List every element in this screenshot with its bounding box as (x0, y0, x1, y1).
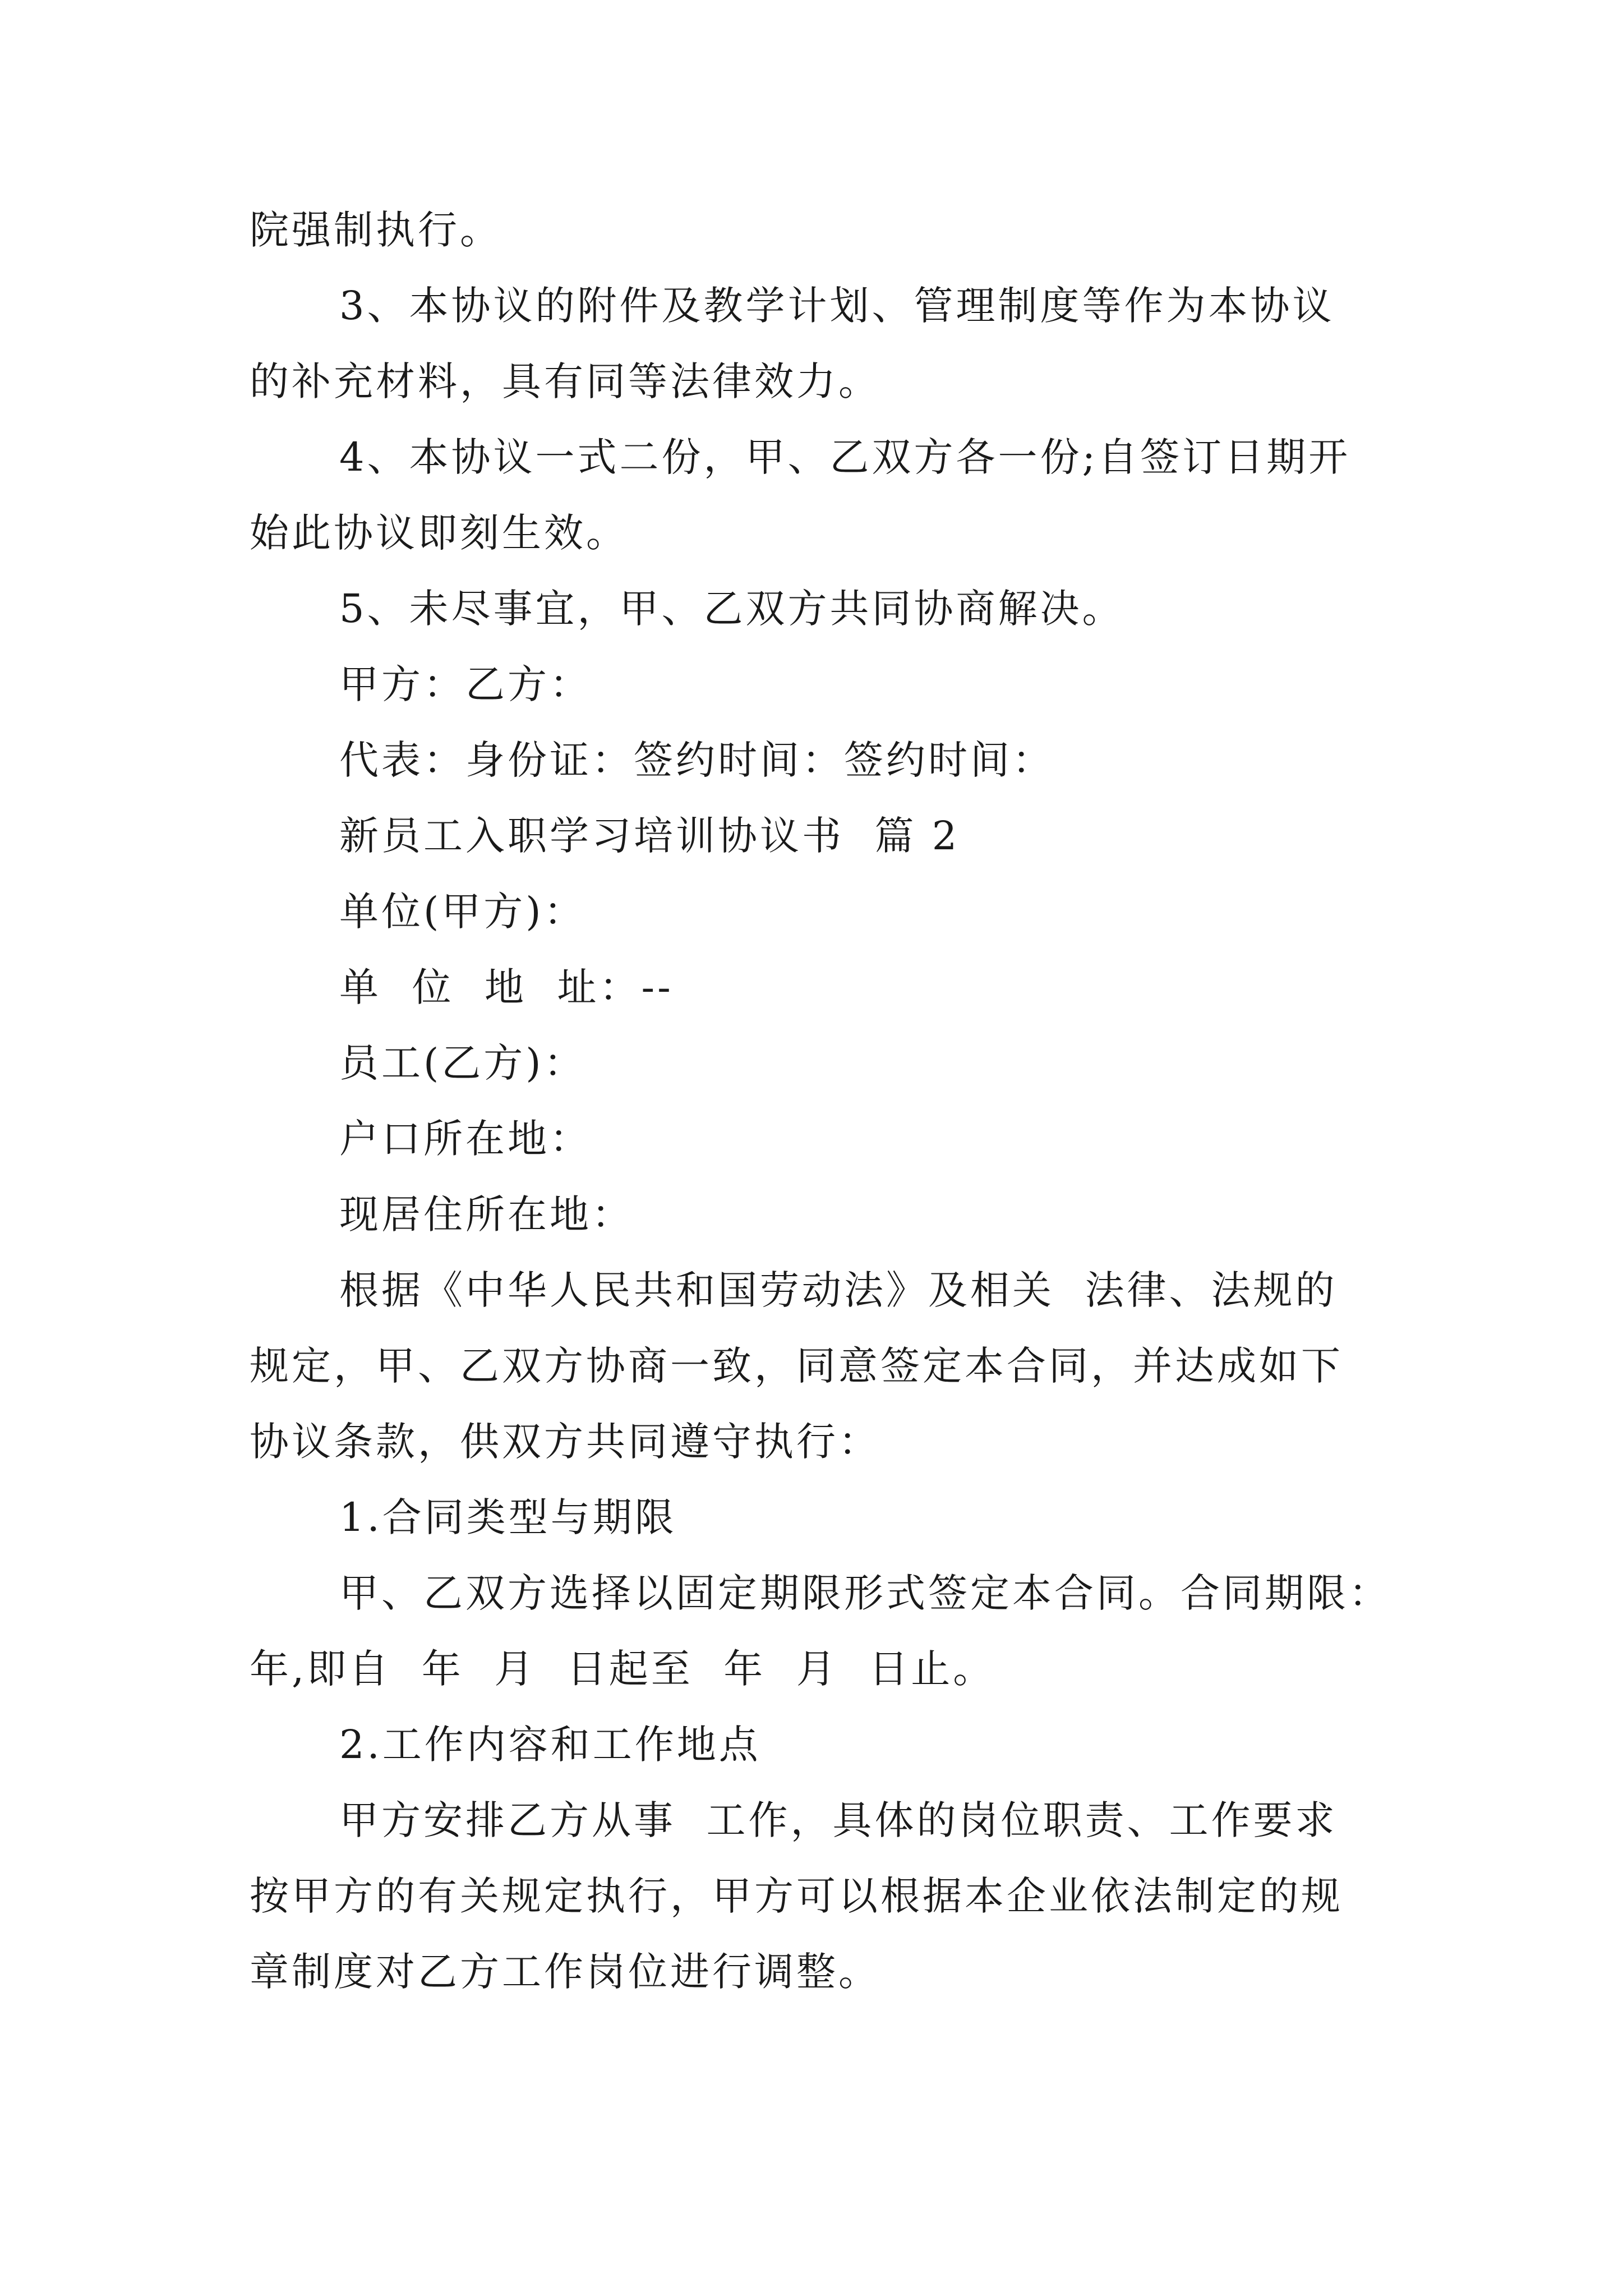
text-line: 院强制执行。 (250, 207, 502, 253)
section-heading: 新员工入职学习培训协议书 篇 2 (339, 813, 960, 859)
text-line: 4、本协议一式二份，甲、乙双方各一份;自签订日期开 (339, 434, 1351, 480)
text-line: 员工(乙方)： (339, 1040, 586, 1086)
text-line: 户口所在地： (339, 1116, 592, 1162)
text-line: 甲方：乙方： (339, 661, 592, 707)
text-line: 3、本协议的附件及教学计划、管理制度等作为本协议 (339, 283, 1335, 329)
text-line: 协议条款，供双方共同遵守执行： (250, 1419, 880, 1465)
text-line: 甲方安排乙方从事 工作，具体的岗位职责、工作要求 (339, 1797, 1338, 1843)
text-line: 代表：身份证：签约时间：签约时间： (339, 737, 1054, 783)
text-line: 甲、乙双方选择以固定期限形式签定本合同。合同期限： (339, 1570, 1391, 1616)
text-line: 年,即自 年 月 日起至 年 月 日止。 (250, 1646, 995, 1692)
text-line: 单 位 地 址：-- (339, 964, 674, 1010)
text-line: 规定，甲、乙双方协商一致，同意签定本合同，并达成如下 (250, 1343, 1343, 1389)
clause-heading: 2.工作内容和工作地点 (339, 1722, 761, 1768)
clause-heading: 1.合同类型与期限 (339, 1494, 677, 1540)
text-line: 的补充材料，具有同等法律效力。 (250, 358, 880, 404)
text-line: 始此协议即刻生效。 (250, 510, 628, 556)
text-line: 章制度对乙方工作岗位进行调整。 (250, 1949, 880, 1995)
text-line: 按甲方的有关规定执行，甲方可以根据本企业依法制定的规 (250, 1873, 1343, 1919)
text-line: 5、未尽事宜，甲、乙双方共同协商解决。 (339, 586, 1124, 632)
text-line: 现居住所在地： (339, 1191, 634, 1237)
text-line: 根据《中华人民共和国劳动法》及相关 法律、法规的 (339, 1267, 1338, 1313)
text-line: 单位(甲方)： (339, 889, 586, 935)
